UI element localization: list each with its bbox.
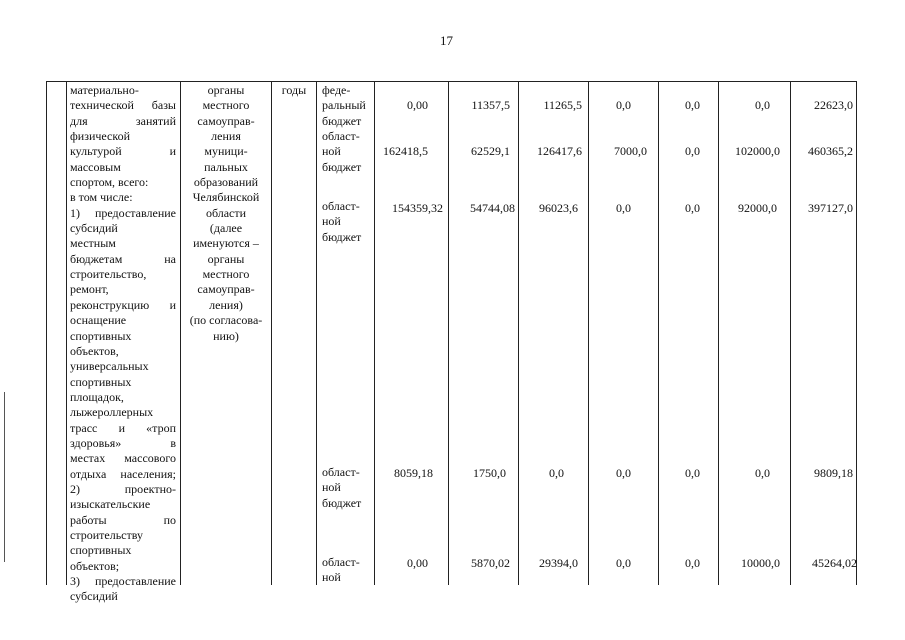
scan-edge-mark	[4, 392, 5, 562]
measure-line: строительству	[70, 527, 143, 542]
measure-line: универсальных	[70, 359, 149, 374]
page-number: 17	[440, 33, 453, 48]
measure-line: субсидий	[70, 221, 118, 236]
measure-line: бюджетам на	[70, 251, 176, 266]
executor-line: (по согласова-	[189, 313, 263, 328]
executor-line: органы	[207, 251, 245, 266]
value-cell: 7000,0	[614, 144, 647, 158]
value-cell: 45264,02	[812, 556, 857, 570]
value-cell: 96023,6	[539, 201, 578, 215]
executor-line: (далее	[209, 221, 243, 236]
measure-line: трасс и «троп	[70, 420, 176, 435]
measure-line: спортивных	[70, 328, 132, 343]
executor-line: местного	[202, 267, 250, 282]
measure-line: объектов,	[70, 343, 119, 358]
funding-source	[322, 199, 370, 245]
measure-line: спортивных	[70, 374, 132, 389]
executor-description	[181, 83, 271, 344]
value-cell: 102000,0	[735, 144, 780, 158]
funding-source-line: област-	[322, 465, 360, 479]
funding-source-line: феде-	[322, 83, 351, 97]
measure-line: в том числе:	[70, 190, 133, 205]
value-cell: 126417,6	[537, 144, 582, 158]
value-cell: 10000,0	[741, 556, 780, 570]
executor-line: образований	[193, 175, 259, 190]
measure-line: здоровья» в	[70, 435, 176, 450]
value-cell: 0,0	[685, 201, 700, 215]
funding-source-line: ной	[322, 570, 341, 585]
measure-line: оснащение	[70, 313, 127, 328]
funding-source-line: ральный	[322, 98, 366, 113]
measure-line: спортивных	[70, 543, 132, 558]
value-cell: 0,0	[616, 556, 631, 570]
value-cell: 0,0	[755, 98, 770, 112]
measure-line: 2) проектно-	[70, 481, 176, 496]
measure-line: для занятий	[70, 113, 176, 128]
measure-line: ремонт,	[70, 282, 109, 297]
column-divider	[316, 81, 317, 585]
value-cell: 0,0	[549, 466, 564, 480]
value-cell: 29394,0	[539, 556, 578, 570]
measure-line: спортом, всего:	[70, 175, 149, 190]
measure-description	[70, 83, 176, 605]
value-cell: 0,0	[616, 98, 631, 112]
measure-line: работы по	[70, 512, 176, 527]
executor-line: пальных	[204, 159, 248, 174]
value-cell: 0,0	[616, 201, 631, 215]
executor-line: ления	[211, 129, 241, 144]
executor-line: нию)	[213, 328, 239, 343]
executor-line: муници-	[204, 144, 248, 159]
executor-line: самоуправ-	[197, 113, 255, 128]
executor-line: именуются –	[193, 236, 259, 251]
funding-source-line: бюджет	[322, 229, 362, 244]
value-cell: 0,00	[407, 556, 428, 570]
value-cell: 0,0	[685, 556, 700, 570]
value-cell: 162418,5	[383, 144, 428, 158]
value-cell: 8059,18	[394, 466, 433, 480]
measure-line: лыжероллерных	[70, 405, 154, 420]
period-cell: годы	[281, 83, 307, 97]
executor-line: самоуправ-	[197, 282, 255, 297]
measure-line: 1) предоставление	[70, 205, 176, 220]
funding-source-line: бюджет	[322, 113, 362, 128]
measure-line: отдыха населения;	[70, 466, 176, 481]
measure-line: массовым	[70, 159, 121, 174]
value-cell: 154359,32	[392, 201, 443, 215]
value-cell: 0,0	[685, 98, 700, 112]
measure-line: физической	[70, 129, 130, 144]
value-cell: 62529,1	[471, 144, 510, 158]
value-cell: 5870,02	[471, 556, 510, 570]
measure-line: местах массового	[70, 451, 176, 466]
funding-source-line: ной	[322, 214, 341, 229]
measure-line: площадок,	[70, 389, 124, 404]
value-cell: 0,0	[685, 144, 700, 158]
executor-line: ления)	[209, 297, 243, 312]
measure-line: местным	[70, 236, 116, 251]
value-cell: 11357,5	[471, 98, 510, 112]
column-divider	[271, 81, 272, 585]
funding-source-line: област-	[322, 555, 360, 569]
value-cell: 0,0	[755, 466, 770, 480]
value-cell: 397127,0	[808, 201, 853, 215]
column-divider	[66, 81, 67, 585]
funding-source-line: област-	[322, 199, 360, 213]
value-cell: 54744,08	[470, 201, 515, 215]
executor-line: местного	[202, 98, 250, 113]
measure-line: объектов;	[70, 558, 120, 573]
measure-line: субсидий	[70, 589, 118, 604]
executor-line: области	[205, 205, 247, 220]
funding-source-line: ной	[322, 480, 341, 495]
measure-line: культурой и	[70, 144, 176, 159]
measure-line: строительство,	[70, 267, 147, 282]
executor-line: Челябинской	[192, 190, 260, 205]
value-cell: 11265,5	[543, 98, 582, 112]
value-cell: 92000,0	[738, 201, 777, 215]
measure-line: технической базы	[70, 98, 176, 113]
value-cell: 0,0	[685, 466, 700, 480]
value-cell: 0,0	[616, 466, 631, 480]
value-cell: 9809,18	[814, 466, 853, 480]
measure-line: изыскательские	[70, 497, 151, 512]
funding-source-line: ной	[322, 144, 341, 159]
measure-line: материально-	[70, 83, 139, 97]
value-cell: 1750,0	[473, 466, 506, 480]
funding-source-line: бюджет	[322, 495, 362, 510]
measure-line: 3) предоставление	[70, 574, 176, 588]
value-cell: 22623,0	[814, 98, 853, 112]
measure-line: реконструкцию и	[70, 297, 176, 312]
value-cell: 0,00	[407, 98, 428, 112]
value-cell: 460365,2	[808, 144, 853, 158]
executor-line: органы	[207, 83, 245, 97]
funding-source-line: област-	[322, 129, 360, 143]
funding-source-line: бюджет	[322, 159, 362, 174]
